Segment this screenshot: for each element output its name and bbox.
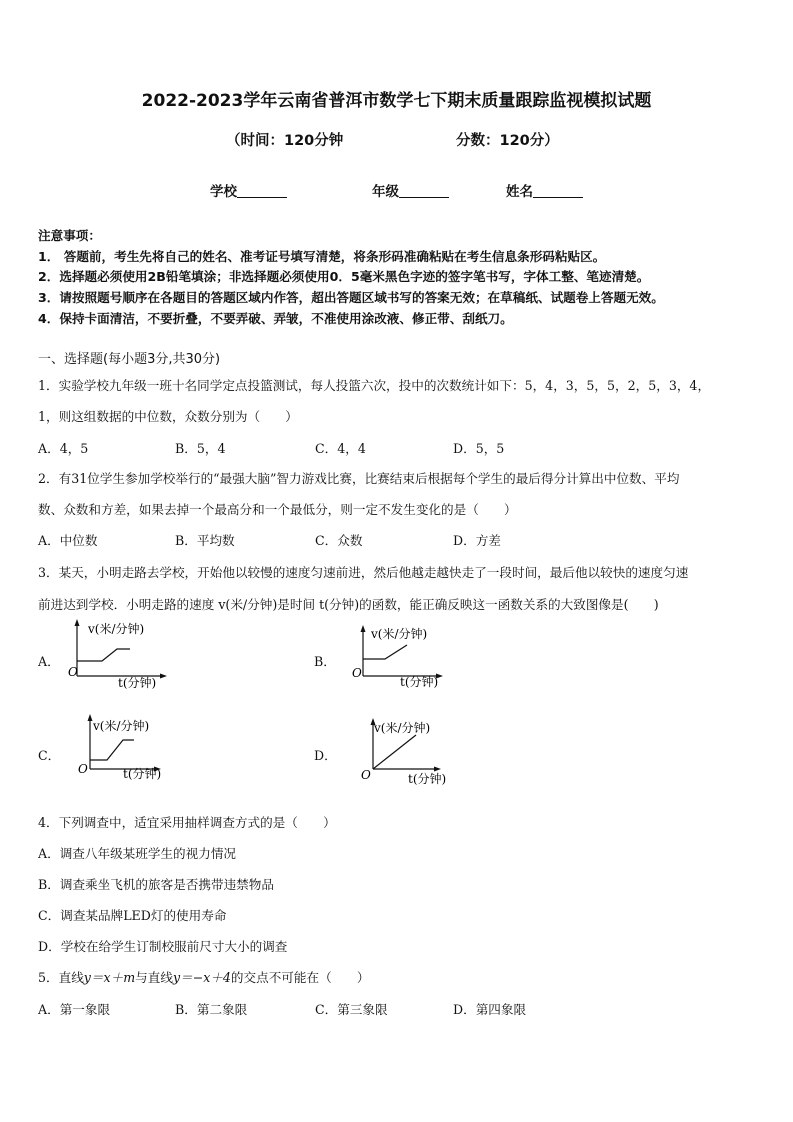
q5-text — [38, 967, 369, 986]
q4-option-d[interactable]: D．学校在给学生订制校服前尺寸大小的调查 — [38, 939, 288, 954]
name-blank[interactable] — [533, 183, 583, 198]
q3-graph-d — [352, 715, 462, 787]
section-heading: 一、选择题(每小题3分,共30分) — [38, 352, 221, 367]
q5-mid: 与直线 — [135, 970, 173, 985]
q3-option-c[interactable]: C． — [38, 748, 61, 763]
note-item: 3．请按照题号顺序在各题目的答题区域内作答，超出答题区域书写的答案无效；在草稿纸、试题卷上答题无效。 — [38, 290, 664, 305]
q2-option-d[interactable]: D．方差 — [453, 533, 501, 548]
q2-option-a[interactable]: A．中位数 — [38, 533, 98, 548]
note-item: 1． 答题前，考生先将自己的姓名、准考证号填写清楚，将条形码准确粘贴在考生信息条形码粘贴区。 — [38, 249, 606, 264]
q5-equation-1: y＝x＋m — [83, 970, 136, 985]
grade-field — [372, 180, 449, 200]
exam-time: （时间：120分钟 — [226, 133, 344, 149]
q5-option-a[interactable]: A．第一象限 — [38, 1002, 111, 1017]
name-field — [506, 180, 583, 200]
exam-title: 2022-2023学年云南省普洱市数学七下期末质量跟踪监视模拟试题 — [141, 91, 652, 111]
graph-d-x-label: t(分钟) — [408, 772, 447, 786]
graph-b-y-label: v(米/分钟) — [371, 627, 428, 641]
q2-text-line2: 数、众数和方差，如果去掉一个最高分和一个最低分，则一定不发生变化的是（ ） — [38, 502, 517, 517]
q1-text-line1: 1．实验学校九年级一班十名同学定点投篮测试，每人投篮六次，投中的次数统计如下：5，4，3，5，5，2，5，3，4， — [38, 378, 711, 393]
name-label: 姓名 — [506, 184, 533, 200]
graph-a-origin: O — [68, 665, 78, 679]
q3-option-b[interactable]: B． — [314, 654, 336, 669]
q1-text-line2: 1，则这组数据的中位数，众数分别为（ ） — [38, 409, 298, 424]
school-blank[interactable] — [237, 183, 287, 198]
q3-text-line1: 3．某天，小明走路去学校，开始他以较慢的速度匀速前进，然后他越走越快走了一段时间，最后他以较快的速度匀速 — [38, 565, 689, 580]
q3-graph-c — [68, 712, 178, 784]
q1-option-c[interactable]: C．4，4 — [315, 441, 366, 456]
q5-equation-2: y＝−x＋4 — [172, 970, 231, 985]
q4-option-b[interactable]: B．调查乘坐飞机的旅客是否携带违禁物品 — [38, 877, 274, 892]
note-item: 2．选择题必须使用2B铅笔填涂；非选择题必须使用0．5毫米黑色字迹的签字笔书写，字体工整、笔迹清楚。 — [38, 269, 650, 284]
note-item: 4．保持卡面清洁，不要折叠，不要弄破、弄皱，不准使用涂改液、修正带、刮纸刀。 — [38, 311, 513, 326]
q2-option-b[interactable]: B．平均数 — [175, 533, 235, 548]
q3-option-d[interactable]: D． — [314, 748, 337, 763]
q2-option-c[interactable]: C．众数 — [315, 533, 363, 548]
q3-graph-a — [66, 618, 176, 690]
graph-a-x-label: t(分钟) — [118, 676, 157, 690]
q3-option-a[interactable]: A． — [38, 654, 60, 669]
q4-option-a[interactable]: A．调查八年级某班学生的视力情况 — [38, 846, 237, 861]
graph-c-origin: O — [78, 762, 88, 776]
graph-c-x-label: t(分钟) — [123, 767, 162, 781]
q5-option-c[interactable]: C．第三象限 — [315, 1002, 388, 1017]
q4-text: 4．下列调查中，适宜采用抽样调查方式的是（ ） — [38, 815, 336, 830]
exam-score: 分数：120分） — [456, 133, 559, 149]
graph-b-x-label: t(分钟) — [400, 675, 439, 689]
q2-text-line1: 2．有31位学生参加学校举行的“最强大脑”智力游戏比赛，比赛结束后根据每个学生的最后得分计算出中位数、平均 — [38, 471, 680, 486]
q1-option-a[interactable]: A．4，5 — [38, 441, 89, 456]
grade-blank[interactable] — [399, 183, 449, 198]
grade-label: 年级 — [372, 184, 399, 200]
graph-c-y-label: v(米/分钟) — [93, 719, 150, 733]
graph-d-y-label: v(米/分钟) — [374, 721, 431, 735]
q5-suffix: 的交点不可能在（ ） — [230, 970, 370, 985]
school-field — [210, 180, 287, 200]
q3-graph-b — [346, 624, 456, 690]
q1-option-d[interactable]: D．5，5 — [453, 441, 505, 456]
q5-prefix: 5．直线 — [38, 970, 84, 985]
graph-a-y-label: v(米/分钟) — [88, 622, 145, 636]
q1-option-b[interactable]: B．5，4 — [175, 441, 226, 456]
school-label: 学校 — [210, 184, 237, 200]
q3-text-line2: 前进达到学校．小明走路的速度 v(米/分钟)是时间 t(分钟)的函数，能正确反映这一函数关系的大致图像是( ) — [38, 597, 659, 612]
graph-d-origin: O — [361, 768, 371, 782]
q4-option-c[interactable]: C．调查某品牌LED灯的使用寿命 — [38, 908, 227, 923]
q5-option-b[interactable]: B．第二象限 — [175, 1002, 248, 1017]
graph-b-origin: O — [352, 666, 362, 680]
q5-option-d[interactable]: D．第四象限 — [453, 1002, 527, 1017]
notes-heading: 注意事项： — [38, 228, 101, 243]
